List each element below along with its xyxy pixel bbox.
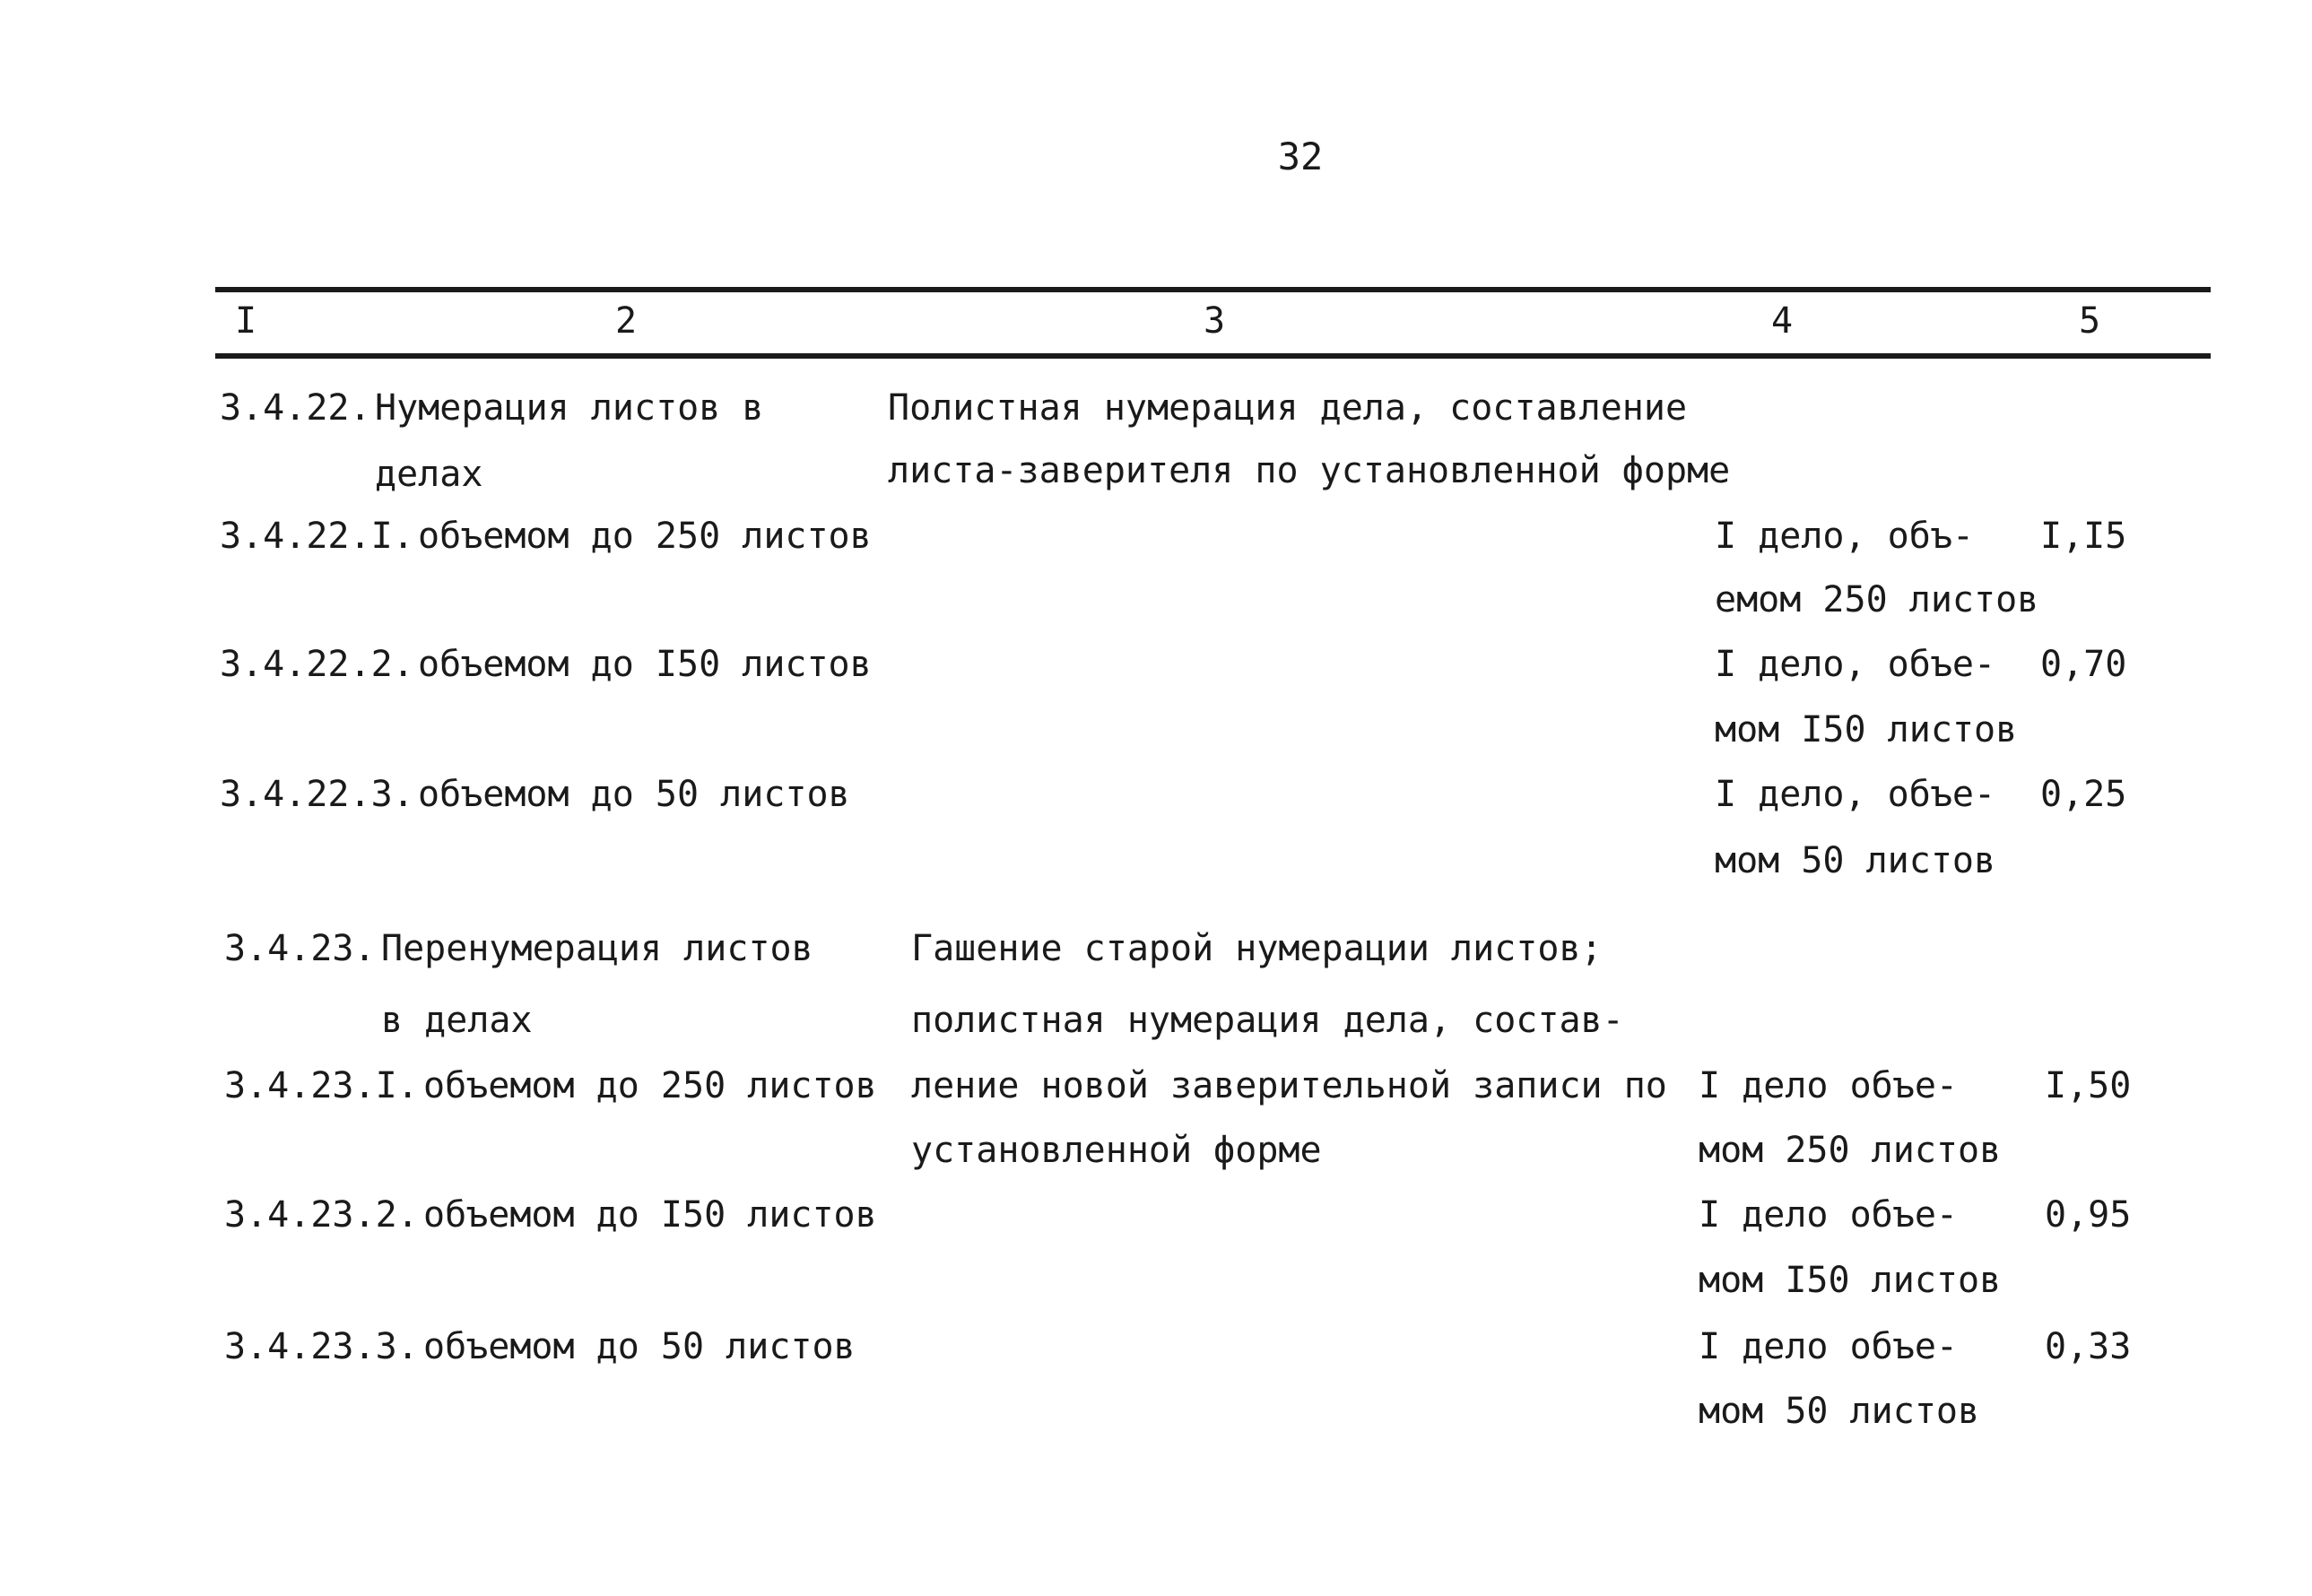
table-rule-bottom — [215, 353, 2211, 359]
row-code: 3.4.22.2. — [220, 644, 414, 685]
row-code: 3.4.22. — [220, 387, 371, 429]
row-unit: емом 250 листов — [1715, 579, 2039, 620]
table-rule-top — [215, 287, 2211, 292]
row-norm: 0,25 — [2040, 774, 2127, 815]
row-name: делах — [375, 454, 483, 495]
column-header-5: 5 — [2079, 300, 2101, 342]
row-name: Перенумерация листов — [381, 928, 813, 969]
row-description: листа-заверителя по установленной форме — [888, 450, 1731, 491]
row-code: 3.4.23.2. — [224, 1194, 419, 1236]
row-unit: I дело объе- — [1699, 1194, 1958, 1236]
row-norm: I,I5 — [2040, 516, 2127, 557]
row-unit: мом 50 листов — [1699, 1391, 1980, 1432]
row-unit: I дело объе- — [1699, 1326, 1958, 1367]
row-name: объемом до 50 листов — [418, 774, 850, 815]
row-description: установленной форме — [911, 1130, 1322, 1171]
row-name: объемом до I50 листов — [418, 644, 872, 685]
column-header-3: 3 — [1204, 300, 1226, 342]
row-unit: мом 50 листов — [1715, 840, 1996, 881]
row-unit: I дело, объе- — [1715, 774, 1996, 815]
row-code: 3.4.23. — [224, 928, 376, 969]
row-code: 3.4.23.3. — [224, 1326, 419, 1367]
row-unit: I дело, объ- — [1715, 516, 1974, 557]
row-norm: 0,33 — [2045, 1326, 2132, 1367]
row-norm: I,50 — [2045, 1065, 2132, 1106]
row-description: Гашение старой нумерации листов; — [911, 928, 1603, 969]
row-name: в делах — [381, 1000, 533, 1041]
row-norm: 0,70 — [2040, 644, 2127, 685]
row-code: 3.4.22.I. — [220, 516, 414, 557]
row-name: объемом до I50 листов — [423, 1194, 877, 1236]
row-code: 3.4.22.3. — [220, 774, 414, 815]
row-description: полистная нумерация дела, состав- — [911, 1000, 1624, 1041]
row-unit: I дело объе- — [1699, 1065, 1958, 1106]
row-name: объемом до 50 листов — [423, 1326, 856, 1367]
row-name: объемом до 250 листов — [418, 516, 872, 557]
row-code: 3.4.23.I. — [224, 1065, 419, 1106]
column-header-1: I — [235, 300, 257, 342]
row-unit: мом I50 листов — [1699, 1260, 2002, 1301]
column-header-2: 2 — [615, 300, 638, 342]
page-number: 32 — [1277, 134, 1324, 178]
row-description: Полистная нумерация дела, составление — [888, 387, 1688, 429]
row-name: Нумерация листов в — [375, 387, 764, 429]
row-unit: мом 250 листов — [1699, 1130, 2002, 1171]
row-unit: мом I50 листов — [1715, 709, 2018, 750]
row-description: ление новой заверительной записи по — [911, 1065, 1667, 1106]
row-name: объемом до 250 листов — [423, 1065, 877, 1106]
column-header-4: 4 — [1771, 300, 1794, 342]
row-norm: 0,95 — [2045, 1194, 2132, 1236]
row-unit: I дело, объе- — [1715, 644, 1996, 685]
